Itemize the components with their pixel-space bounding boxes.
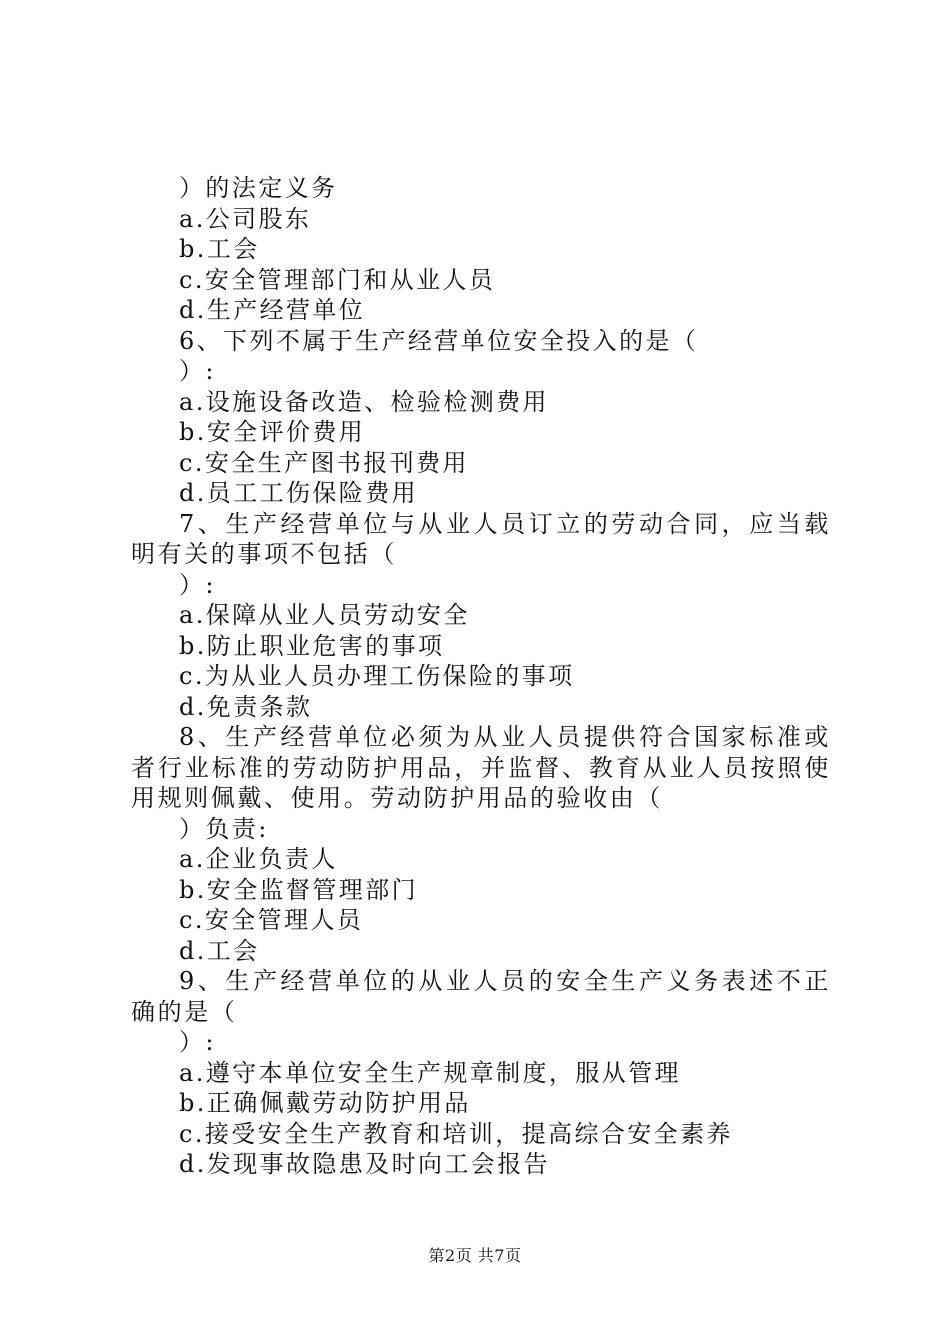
- text-line: a.设施设备改造、检验检测费用: [179, 387, 549, 416]
- page-footer: 第2页 共7页: [428, 1246, 522, 1265]
- text-line: c.安全生产图书报刊费用: [179, 448, 469, 477]
- text-line: a.企业负责人: [179, 845, 338, 873]
- text-line: d.工会: [179, 936, 260, 965]
- text-line: a.遵守本单位安全生产规章制度，服从管理: [179, 1058, 681, 1087]
- text-line: c.为从业人员办理工伤保险的事项: [179, 662, 575, 690]
- text-line: d.免责条款: [179, 692, 313, 721]
- text-line: b.正确佩戴劳动防护用品: [179, 1089, 471, 1117]
- text-line: d.发现事故隐患及时向工会报告: [179, 1150, 550, 1178]
- text-line: d.员工工伤保险费用: [179, 479, 418, 507]
- text-line: c.安全管理人员: [179, 906, 364, 934]
- text-line: b.安全监督管理部门: [179, 875, 418, 904]
- text-line: b.安全评价费用: [179, 418, 366, 446]
- question-paragraph: 8、生产经营单位必须为从业人员提供符合国家标准或者行业标准的劳动防护用品，并监督、教育从业人员按照使用规则佩戴、使用。劳动防护用品的验收由（: [131, 723, 831, 812]
- question-paragraph: 7、生产经营单位与从业人员订立的劳动合同，应当载明有关的事项不包括（: [131, 509, 831, 568]
- document-body: [131, 173, 831, 1180]
- text-line: c.接受安全生产教育和培训，提高综合安全素养: [179, 1119, 733, 1148]
- text-line: ）:: [179, 1028, 216, 1056]
- text-line: b.工会: [179, 235, 260, 263]
- text-line: a.保障从业人员劳动安全: [179, 601, 470, 629]
- text-line: d.生产经营单位: [179, 296, 366, 324]
- text-line: b.防止职业危害的事项: [179, 631, 445, 660]
- question-paragraph: 9、生产经营单位的从业人员的安全生产义务表述不正确的是（: [131, 967, 831, 1026]
- text-line: ）负责:: [179, 814, 269, 843]
- text-line: ）:: [179, 570, 216, 599]
- text-line: a.公司股东: [179, 204, 312, 233]
- text-line: 6、下列不属于生产经营单位安全投入的是（: [179, 326, 699, 355]
- text-line: ）的法定义务: [179, 174, 338, 202]
- text-line: ）:: [179, 357, 216, 385]
- text-line: c.安全管理部门和从业人员: [179, 265, 496, 294]
